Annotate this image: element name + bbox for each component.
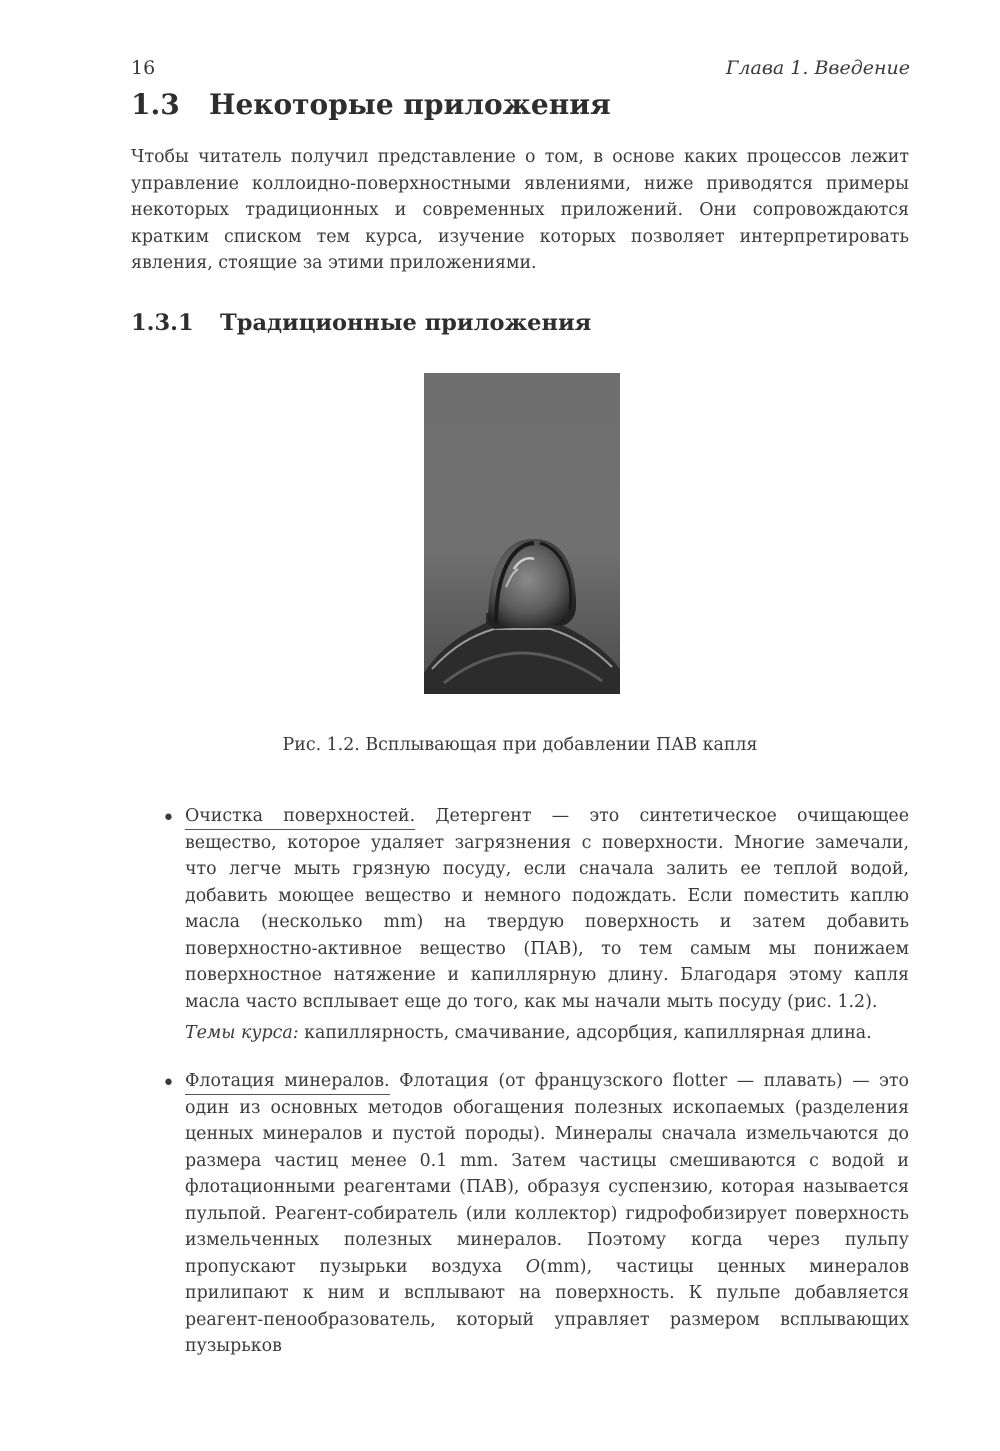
course-topics	[185, 1023, 909, 1043]
droplet-photo-image	[424, 373, 620, 694]
bullet-2: •	[162, 1071, 175, 1096]
running-header-chapter: Глава 1. Введение	[725, 57, 910, 79]
section-number: 1.3	[131, 88, 180, 121]
figure-caption: Рис. 1.2. Всплывающая при добавлении ПАВ капля	[282, 735, 758, 755]
text-flotation-2: (mm), частицы ценных минералов прилипают к ним и всплывают на поверхность. К пульпе добавляется реагент-пенообразователь, который управляет размером всплывающих пузырьков	[185, 1256, 909, 1356]
subsection-heading	[131, 310, 591, 336]
subsection-number: 1.3.1	[131, 310, 194, 336]
bullet-1: •	[162, 806, 175, 831]
term-cleaning: Очистка поверхностей.	[185, 806, 415, 830]
math-symbol: O	[525, 1256, 541, 1277]
subsection-title: Традиционные приложения	[220, 310, 592, 336]
text-flotation-1: Флотация (от французского flotter — плавать) — это один из основных методов обогащения полезных ископаемых (разделения ценных минералов и пустой породы). Минералы сначала измельчаются до размера частиц менее 0.1 mm. Затем частицы смешиваются с водой и флотационными реагентами (ПАВ), образуя суспензию, которая называется пульпой. Реагент-собиратель (или коллектор) гидрофобизирует поверхность измельченных полезных минералов. Поэтому когда через пульпу пропускают пузырьки воздуха	[185, 1071, 909, 1277]
intro-paragraph: Чтобы читатель получил представление о том, в основе каких процессов лежит управление коллоидно-поверхностными явлениями, ниже приводятся примеры некоторых традиционных и современных приложений. Они сопровождаются кратким списком тем курса, изучение которых позволяет интерпретировать явления, стоящие за этими приложениями.	[131, 147, 909, 273]
droplet-photo	[424, 373, 620, 694]
text-cleaning: Детергент — это синтетическое очищающее вещество, которое удаляет загрязнения с поверхности. Многие замечали, что легче мыть грязную посуду, если сначала залить ее теплой водой, добавить моющее вещество и немного подождать. Если поместить каплю масла (несколько mm) на твердую поверхность и затем добавить поверхностно-активное вещество (ПАВ), то тем самым мы понижаем поверхностное натяжение и капиллярную длину. Благодаря этому капля масла часто всплывает еще до того, как мы начали мыть посуду (рис. 1.2).	[185, 806, 909, 1012]
topics-list: капиллярность, смачивание, адсорбция, капиллярная длина.	[298, 1023, 872, 1043]
page-number: 16	[131, 57, 156, 79]
term-flotation: Флотация минералов.	[185, 1071, 390, 1095]
section-heading	[131, 88, 611, 121]
section-title: Некоторые приложения	[209, 88, 611, 121]
list-item-flotation	[185, 1068, 909, 1360]
topics-label: Темы курса:	[185, 1023, 299, 1043]
list-item-cleaning	[185, 803, 909, 1015]
